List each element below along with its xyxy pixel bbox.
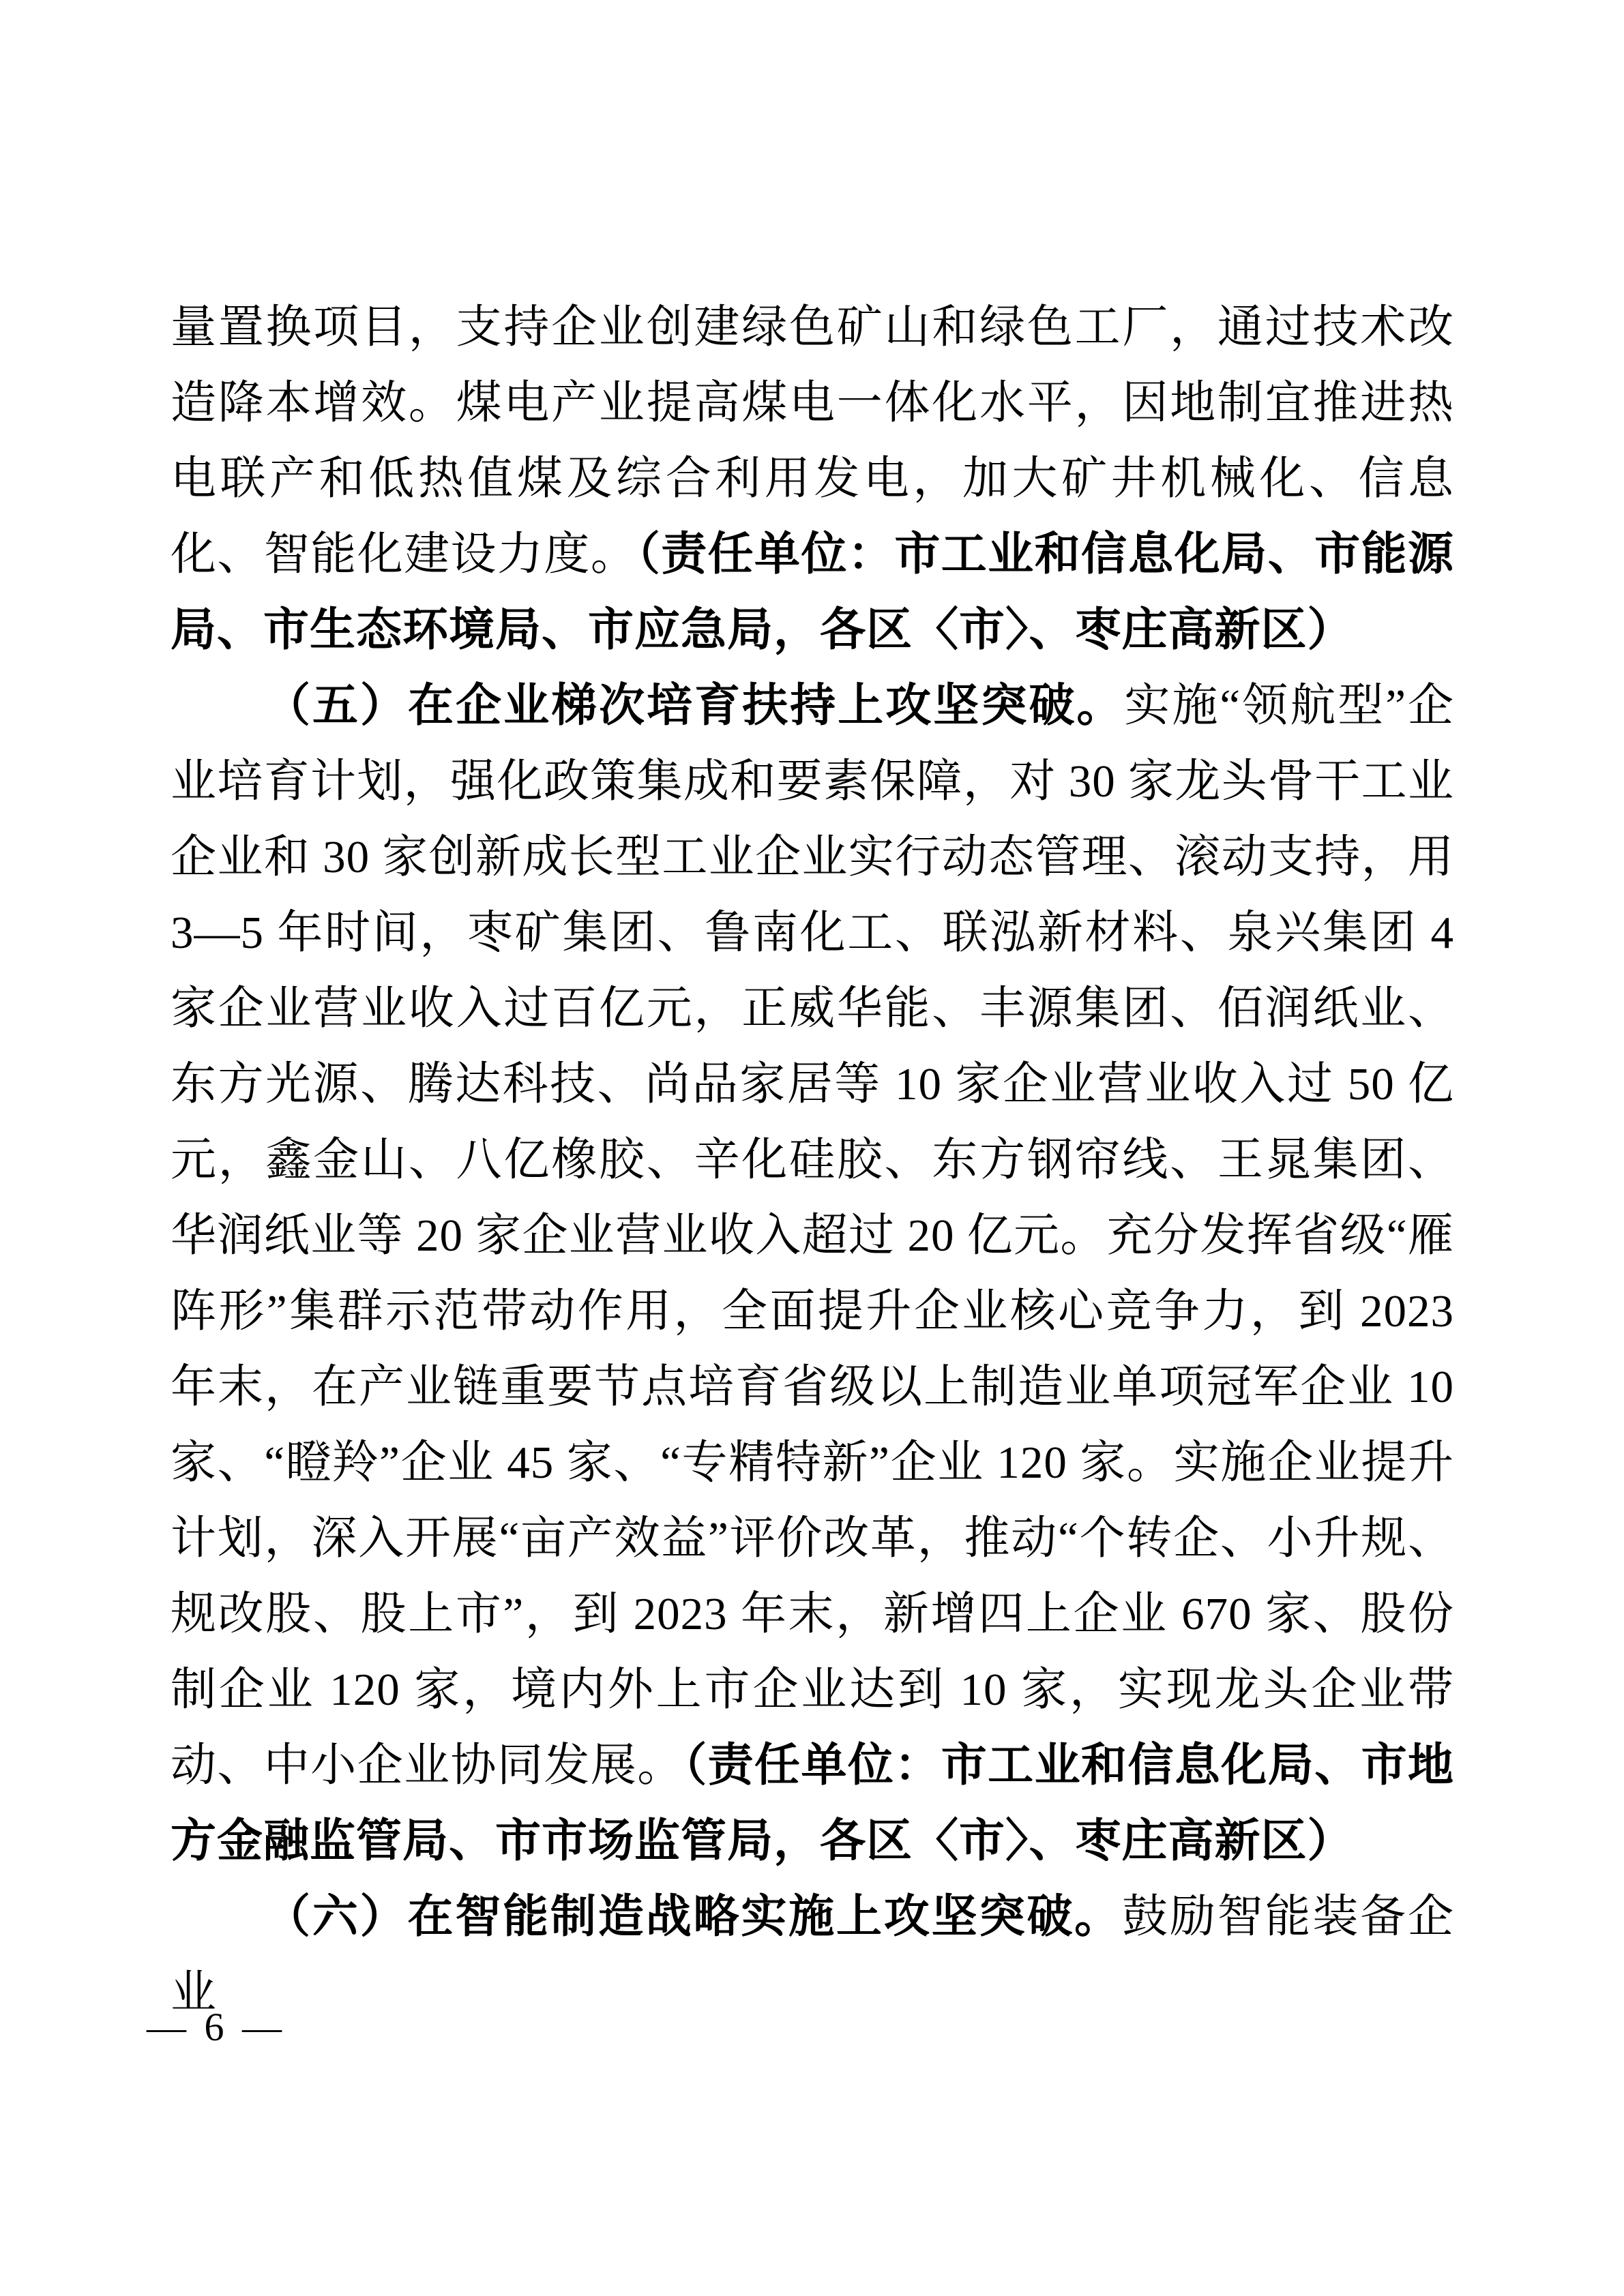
page-number: — 6 — [147,2005,286,2049]
section-heading-six: （六）在智能制造战略实施上攻坚突破。 [265,1892,1122,1942]
body-text: 鼓励智能装备企业 [171,1892,1454,2018]
responsibility-unit-text: （责任单位：市工业和信息化局、市能源局、市生态环境局、市应急局，各区〈市〉、枣庄高新区） [171,529,1455,655]
paragraph-section-six [171,1879,1454,2031]
paragraph-continuation [171,290,1454,668]
document-body [171,290,1454,2031]
body-text: 量置换项目，支持企业创建绿色矿山和绿色工厂，通过技术改造降本增效。煤电产业提高煤电一体化水平，因地制宜推进热电联产和低热值煤及综合利用发电，加大矿井机械化、信息化、智能化建设力度。 [171,302,1454,580]
section-heading-five: （五）在企业梯次培育扶持上攻坚突破。 [265,681,1125,731]
paragraph-section-five [171,668,1454,1879]
responsibility-unit-text: （责任单位：市工业和信息化局、市地方金融监管局、市市场监管局，各区〈市〉、枣庄高新区） [171,1740,1455,1866]
body-text: 实施“领航型”企业培育计划，强化政策集成和要素保障，对 30 家龙头骨干工业企业和 30 家创新成长型工业企业实行动态管理、滚动支持，用 3—5 年时间，枣矿集团、鲁南化工、联泓新材料、泉兴集团 4 家企业营业收入过百亿元，正威华能、丰源集团、佰润纸业、东方光源、腾达科技、尚品家居等 10 家企业营业收入过 50 亿元，鑫金山、八亿橡胶、辛化硅胶、东方钢帘线、王晁集团、华润纸业等 20 家企业营业收入超过 20 亿元。充分发挥省级“雁阵形”集群示范带动作用，全面提升企业核心竞争力，到 2023 年末，在产业链重要节点培育省级以上制造业单项冠军企业 10 家、“瞪羚”企业 45 家、“专精特新”企业 120 家。实施企业提升计划，深入开展“亩产效益”评价改革，推动“个转企、小升规、规改股、股上市”，到 2023 年末，新增四上企业 670 家、股份制企业 120 家，境内外上市企业达到 10 家，实现龙头企业带动、中小企业协同发展。 [171,681,1454,1791]
